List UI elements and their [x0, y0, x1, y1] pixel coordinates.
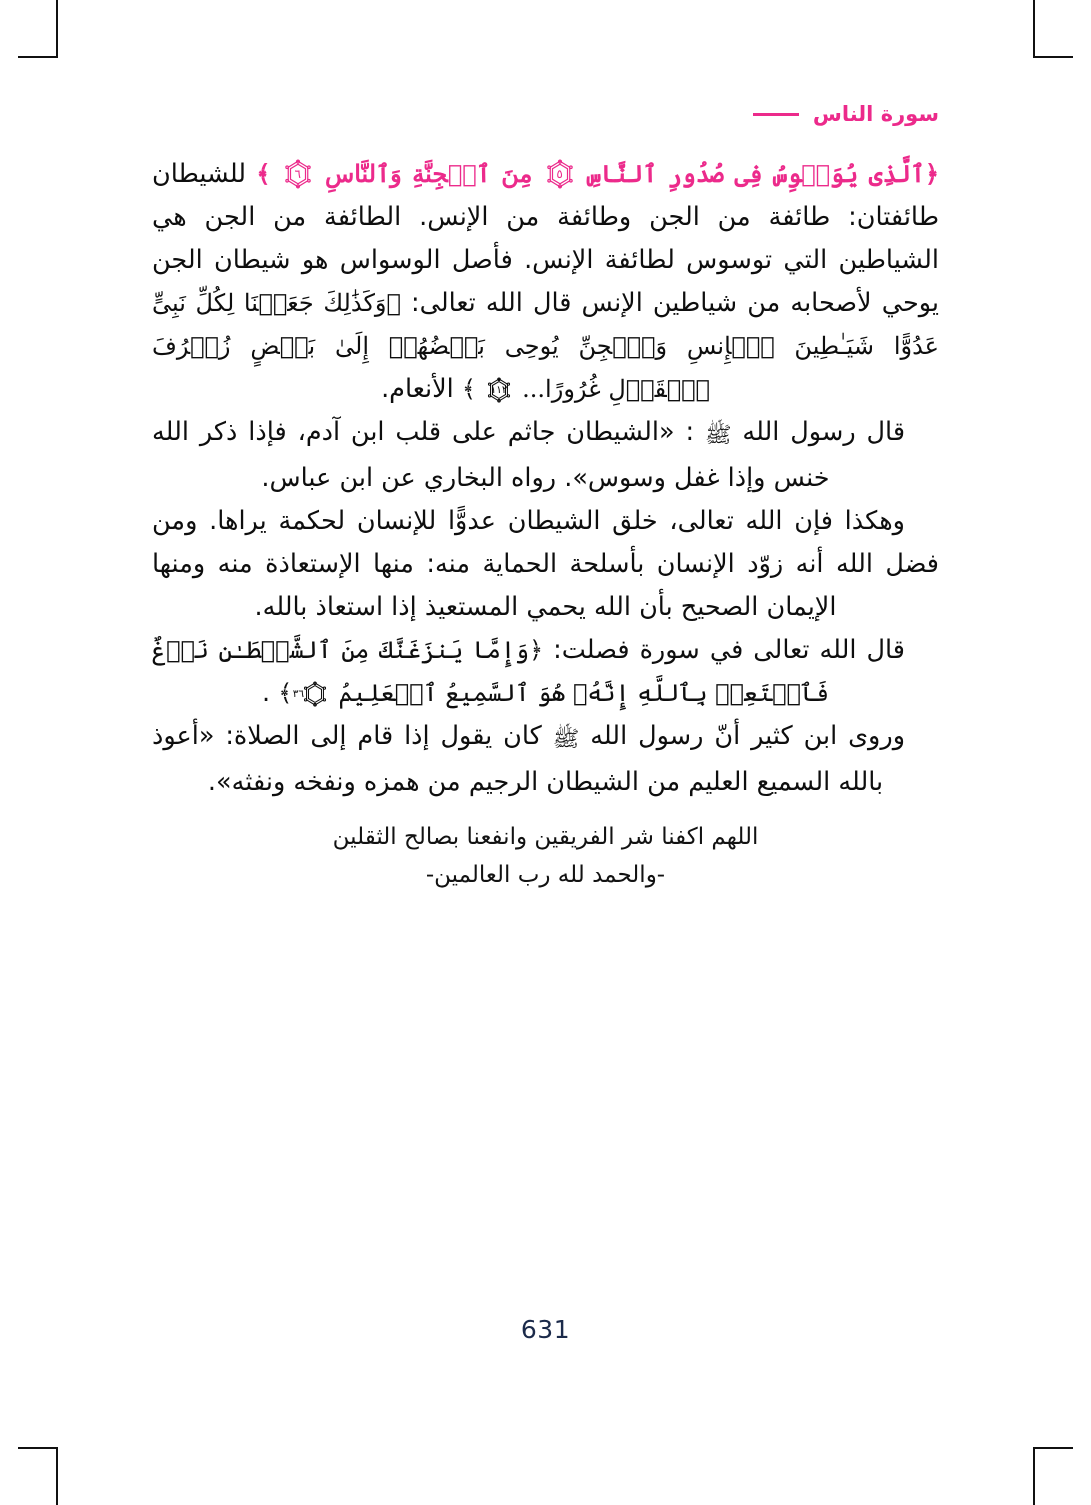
ayah-number-marker-icon: ٥	[545, 159, 575, 189]
closing-line-2: -والحمد لله رب العالمين-	[425, 862, 666, 888]
surah-title: سورة الناس	[812, 102, 939, 126]
commentary-text: .	[261, 678, 271, 708]
crop-mark-bottom-right-vertical	[1033, 1447, 1035, 1505]
quran-verse-text: ﴿وَإِمَّا يَنزَغَنَّكَ مِنَ ٱلشَّيۡطَـٰنِ نَزۡغٌ فَٱسۡتَعِذۡ بِٱللَّهِ إِنَّهُۥ هُوَ ٱلسَّمِيعُ ٱلۡعَلِيمُ	[152, 636, 830, 707]
commentary-text: وروى ابن كثير أنّ رسول الله	[590, 721, 906, 751]
sallallahu-alayhi-wasallam-icon: ﷺ	[552, 727, 580, 752]
body-paragraph	[152, 152, 939, 411]
closing-invocation	[0, 818, 1091, 894]
page-number: 631	[520, 1315, 571, 1344]
crop-mark-top-left-vertical	[56, 0, 58, 58]
crop-mark-bottom-left-vertical	[56, 1447, 58, 1505]
quran-verse-text: مِنَ ٱلۡجِنَّةِ وَٱلنَّاسِ	[324, 159, 533, 188]
running-header	[753, 104, 939, 125]
commentary-text: الأنعام.	[381, 374, 454, 404]
crop-mark-bottom-left-horizontal	[18, 1447, 56, 1449]
body-text-column	[152, 152, 939, 804]
quran-verse-text: ﴾	[256, 159, 271, 188]
body-paragraph	[152, 411, 939, 500]
crop-mark-top-right-vertical	[1033, 0, 1035, 58]
commentary-text: قال رسول الله	[742, 417, 906, 447]
quran-verse-text: ﴾	[461, 375, 476, 403]
body-paragraph	[152, 715, 939, 804]
quran-verse-text: ﴾	[278, 679, 293, 707]
crop-mark-bottom-right-horizontal	[1035, 1447, 1073, 1449]
body-paragraph	[152, 629, 939, 715]
ayah-number-marker-icon: ٦	[283, 159, 313, 189]
sallallahu-alayhi-wasallam-icon: ﷺ	[704, 423, 732, 448]
commentary-text: كان يقول إذا قام إلى الصلاة: «أعوذ بالله السميع العليم من الشيطان الرجيم من همزه ونفخه ونفثه».	[152, 721, 884, 797]
quran-verse-text: ﴿ٱلَّذِى يُوَسۡوِسُ فِى صُدُورِ ٱلنَّاسِ	[586, 159, 940, 188]
ayah-number-marker-icon: ٣٦	[302, 681, 328, 707]
commentary-text: قال الله تعالى في سورة فصلت:	[553, 635, 905, 665]
crop-mark-top-right-horizontal	[1035, 56, 1073, 58]
closing-line-1: اللهم اكفنا شر الفريقين وانفعنا بصالح الثقلين	[332, 824, 759, 850]
horizontal-rule-icon	[753, 113, 799, 116]
quran-verse-text: ﴿وَكَذَٰلِكَ جَعَلۡنَا لِكُلِّ نَبِىٍّ عَدُوًّا شَيَـٰطِينَ ٱلۡإِنسِ وَٱلۡجِنِّ يُوحِى بَعۡضُهُمۡ إِلَىٰ بَعۡضٍ زُخۡرُفَ ٱلۡقَوۡلِ غُرُورًا...	[152, 289, 939, 403]
commentary-text: للشيطان طائفتان: طائفة من الجن وطائفة من الإنس. الطائفة من الجن هي الشياطين التي توسوس لطائفة الإنس. فأصل الوسواس هو شيطان الجن يوحي لأصحابه من شياطين الإنس قال الله تعالى:	[152, 159, 939, 318]
commentary-text: وهكذا فإن الله تعالى، خلق الشيطان عدوًّا للإنسان لحكمة يراها. ومن فضل الله أنه زوّد الإنسان بأسلحة الحماية منه: منها الإستعاذة منه ومنها الإيمان الصحيح بأن الله يحمي المستعيذ إذا استعاذ بالله.	[152, 506, 939, 622]
body-paragraph	[152, 500, 939, 629]
commentary-text: : «الشيطان جاثم على قلب ابن آدم، فإذا ذكر الله خنس وإذا غفل وسوس». رواه البخاري عن ابن عباس.	[152, 417, 830, 493]
ayah-number-marker-icon: ١١٢	[486, 377, 512, 403]
crop-mark-top-left-horizontal	[18, 56, 56, 58]
